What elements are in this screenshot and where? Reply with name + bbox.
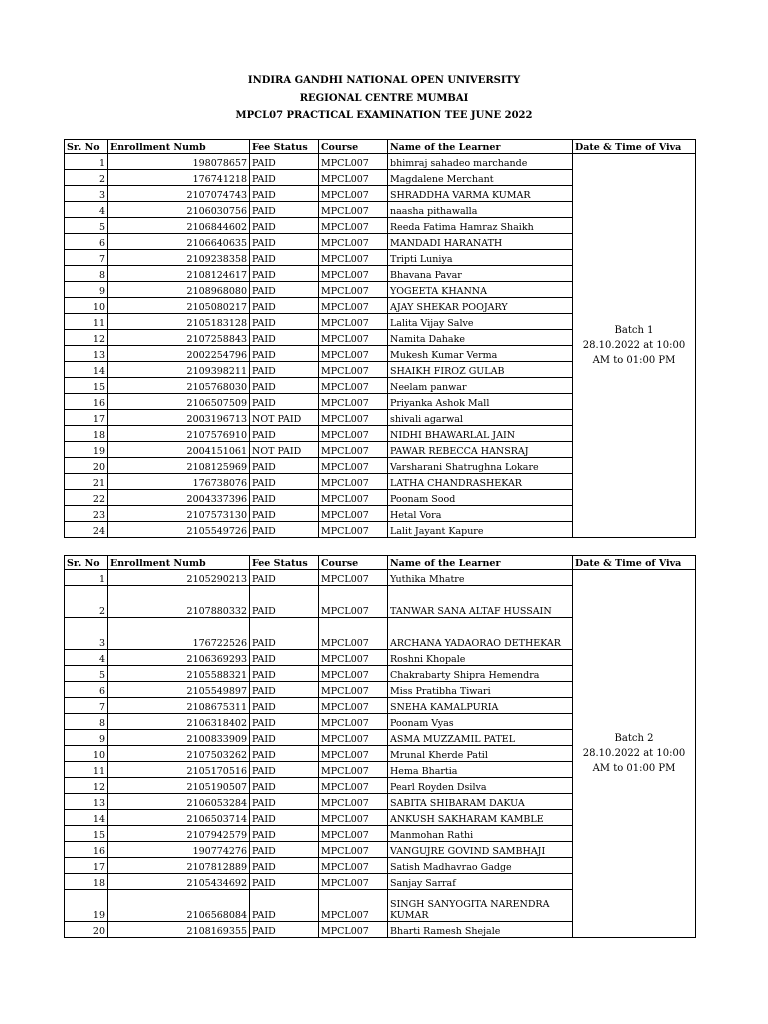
sr-no-cell: 7 bbox=[65, 250, 108, 266]
course-cell: MPCL007 bbox=[319, 506, 388, 522]
sr-no-cell: 16 bbox=[65, 842, 108, 858]
col-header-enrollment: Enrollment Numb bbox=[108, 556, 250, 570]
fee-status-cell: PAID bbox=[250, 202, 319, 218]
learner-name-cell: TANWAR SANA ALTAF HUSSAIN bbox=[388, 586, 573, 618]
enrollment-cell: 2105768030 bbox=[108, 378, 250, 394]
enrollment-cell: 176722526 bbox=[108, 618, 250, 650]
sr-no-cell: 22 bbox=[65, 490, 108, 506]
sr-no-cell: 10 bbox=[65, 746, 108, 762]
fee-status-cell: PAID bbox=[250, 346, 319, 362]
sr-no-cell: 18 bbox=[65, 426, 108, 442]
fee-status-cell: PAID bbox=[250, 714, 319, 730]
sr-no-cell: 1 bbox=[65, 154, 108, 170]
course-cell: MPCL007 bbox=[319, 922, 388, 938]
learner-name-cell: SINGH SANYOGITA NARENDRA KUMAR bbox=[388, 890, 573, 922]
viva-datetime-cell bbox=[573, 154, 696, 538]
sr-no-cell: 14 bbox=[65, 362, 108, 378]
fee-status-cell: PAID bbox=[250, 794, 319, 810]
enrollment-cell: 2107074743 bbox=[108, 186, 250, 202]
sr-no-cell: 8 bbox=[65, 714, 108, 730]
enrollment-cell: 2105434692 bbox=[108, 874, 250, 890]
enrollment-cell: 2108125969 bbox=[108, 458, 250, 474]
fee-status-cell: PAID bbox=[250, 266, 319, 282]
fee-status-cell: PAID bbox=[250, 330, 319, 346]
course-cell: MPCL007 bbox=[319, 858, 388, 874]
enrollment-cell: 2108675311 bbox=[108, 698, 250, 714]
course-cell: MPCL007 bbox=[319, 378, 388, 394]
sr-no-cell: 8 bbox=[65, 266, 108, 282]
fee-status-cell: PAID bbox=[250, 458, 319, 474]
course-cell: MPCL007 bbox=[319, 266, 388, 282]
fee-status-cell: PAID bbox=[250, 154, 319, 170]
learner-name-cell: Bhavana Pavar bbox=[388, 266, 573, 282]
learner-name-cell: ANKUSH SAKHARAM KAMBLE bbox=[388, 810, 573, 826]
enrollment-cell: 2105183128 bbox=[108, 314, 250, 330]
course-cell: MPCL007 bbox=[319, 618, 388, 650]
learner-name-cell: SABITA SHIBARAM DAKUA bbox=[388, 794, 573, 810]
fee-status-cell: PAID bbox=[250, 874, 319, 890]
enrollment-cell: 2106318402 bbox=[108, 714, 250, 730]
table-header-row bbox=[65, 556, 696, 570]
course-cell: MPCL007 bbox=[319, 154, 388, 170]
course-cell: MPCL007 bbox=[319, 730, 388, 746]
enrollment-cell: 2105549897 bbox=[108, 682, 250, 698]
sr-no-cell: 3 bbox=[65, 618, 108, 650]
sr-no-cell: 1 bbox=[65, 570, 108, 586]
learner-name-cell: Mukesh Kumar Verma bbox=[388, 346, 573, 362]
learner-name-cell: Mrunal Kherde Patil bbox=[388, 746, 573, 762]
sr-no-cell: 2 bbox=[65, 586, 108, 618]
sr-no-cell: 11 bbox=[65, 762, 108, 778]
sr-no-cell: 9 bbox=[65, 730, 108, 746]
enrollment-cell: 2107573130 bbox=[108, 506, 250, 522]
course-cell: MPCL007 bbox=[319, 890, 388, 922]
learner-name-cell: ASMA MUZZAMIL PATEL bbox=[388, 730, 573, 746]
enrollment-cell: 2105290213 bbox=[108, 570, 250, 586]
sr-no-cell: 19 bbox=[65, 442, 108, 458]
sr-no-cell: 19 bbox=[65, 890, 108, 922]
sr-no-cell: 17 bbox=[65, 858, 108, 874]
sr-no-cell: 11 bbox=[65, 314, 108, 330]
sr-no-cell: 4 bbox=[65, 202, 108, 218]
viva-datetime: 28.10.2022 at 10:00 AM to 01:00 PM bbox=[582, 748, 686, 774]
learner-name-cell: Manmohan Rathi bbox=[388, 826, 573, 842]
fee-status-cell: PAID bbox=[250, 890, 319, 922]
learner-name-cell: PAWAR REBECCA HANSRAJ bbox=[388, 442, 573, 458]
fee-status-cell: PAID bbox=[250, 746, 319, 762]
learner-name-cell: Lalit Jayant Kapure bbox=[388, 522, 573, 538]
course-cell: MPCL007 bbox=[319, 186, 388, 202]
batch1-table bbox=[64, 139, 696, 538]
sr-no-cell: 15 bbox=[65, 826, 108, 842]
fee-status-cell: PAID bbox=[250, 426, 319, 442]
course-cell: MPCL007 bbox=[319, 762, 388, 778]
course-cell: MPCL007 bbox=[319, 650, 388, 666]
sr-no-cell: 14 bbox=[65, 810, 108, 826]
fee-status-cell: PAID bbox=[250, 778, 319, 794]
course-cell: MPCL007 bbox=[319, 458, 388, 474]
sr-no-cell: 10 bbox=[65, 298, 108, 314]
learner-name-cell: Lalita Vijay Salve bbox=[388, 314, 573, 330]
sr-no-cell: 3 bbox=[65, 186, 108, 202]
enrollment-cell: 198078657 bbox=[108, 154, 250, 170]
course-cell: MPCL007 bbox=[319, 698, 388, 714]
col-header-srno: Sr. No bbox=[65, 140, 108, 154]
learner-name-cell: naasha pithawalla bbox=[388, 202, 573, 218]
enrollment-cell: 2107942579 bbox=[108, 826, 250, 842]
sr-no-cell: 2 bbox=[65, 170, 108, 186]
col-header-learner-name: Name of the Learner bbox=[388, 140, 573, 154]
course-cell: MPCL007 bbox=[319, 218, 388, 234]
enrollment-cell: 2108968080 bbox=[108, 282, 250, 298]
fee-status-cell: NOT PAID bbox=[250, 442, 319, 458]
sr-no-cell: 20 bbox=[65, 458, 108, 474]
course-cell: MPCL007 bbox=[319, 714, 388, 730]
fee-status-cell: PAID bbox=[250, 282, 319, 298]
learner-name-cell: VANGUJRE GOVIND SAMBHAJI bbox=[388, 842, 573, 858]
sr-no-cell: 17 bbox=[65, 410, 108, 426]
fee-status-cell: PAID bbox=[250, 298, 319, 314]
table-row bbox=[65, 570, 696, 586]
fee-status-cell: PAID bbox=[250, 730, 319, 746]
viva-datetime-cell bbox=[573, 570, 696, 938]
learner-name-cell: Roshni Khopale bbox=[388, 650, 573, 666]
enrollment-cell: 2106507509 bbox=[108, 394, 250, 410]
col-header-learner-name: Name of the Learner bbox=[388, 556, 573, 570]
col-header-viva-datetime: Date & Time of Viva bbox=[573, 556, 696, 570]
course-cell: MPCL007 bbox=[319, 362, 388, 378]
enrollment-cell: 2106030756 bbox=[108, 202, 250, 218]
sr-no-cell: 5 bbox=[65, 666, 108, 682]
batch-label: Batch 2 bbox=[614, 733, 654, 744]
course-cell: MPCL007 bbox=[319, 490, 388, 506]
enrollment-cell: 2107258843 bbox=[108, 330, 250, 346]
course-cell: MPCL007 bbox=[319, 746, 388, 762]
fee-status-cell: PAID bbox=[250, 586, 319, 618]
course-cell: MPCL007 bbox=[319, 826, 388, 842]
learner-name-cell: LATHA CHANDRASHEKAR bbox=[388, 474, 573, 490]
course-cell: MPCL007 bbox=[319, 682, 388, 698]
col-header-course: Course bbox=[319, 140, 388, 154]
fee-status-cell: PAID bbox=[250, 858, 319, 874]
course-cell: MPCL007 bbox=[319, 442, 388, 458]
course-cell: MPCL007 bbox=[319, 810, 388, 826]
course-cell: MPCL007 bbox=[319, 282, 388, 298]
learner-name-cell: YOGEETA KHANNA bbox=[388, 282, 573, 298]
fee-status-cell: PAID bbox=[250, 682, 319, 698]
learner-name-cell: Priyanka Ashok Mall bbox=[388, 394, 573, 410]
fee-status-cell: PAID bbox=[250, 762, 319, 778]
enrollment-cell: 2109238358 bbox=[108, 250, 250, 266]
batch2-table bbox=[64, 555, 696, 938]
fee-status-cell: PAID bbox=[250, 922, 319, 938]
fee-status-cell: PAID bbox=[250, 810, 319, 826]
viva-datetime: 28.10.2022 at 10:00 AM to 01:00 PM bbox=[582, 340, 686, 366]
learner-name-cell: Hema Bhartia bbox=[388, 762, 573, 778]
fee-status-cell: PAID bbox=[250, 650, 319, 666]
course-cell: MPCL007 bbox=[319, 394, 388, 410]
learner-name-cell: AJAY SHEKAR POOJARY bbox=[388, 298, 573, 314]
fee-status-cell: PAID bbox=[250, 170, 319, 186]
learner-name-cell: Poonam Vyas bbox=[388, 714, 573, 730]
batch-label: Batch 1 bbox=[614, 325, 654, 336]
fee-status-cell: PAID bbox=[250, 186, 319, 202]
enrollment-cell: 2105588321 bbox=[108, 666, 250, 682]
sr-no-cell: 13 bbox=[65, 346, 108, 362]
learner-name-cell: Sanjay Sarraf bbox=[388, 874, 573, 890]
fee-status-cell: PAID bbox=[250, 250, 319, 266]
fee-status-cell: PAID bbox=[250, 474, 319, 490]
enrollment-cell: 2109398211 bbox=[108, 362, 250, 378]
course-cell: MPCL007 bbox=[319, 586, 388, 618]
learner-name-cell: shivali agarwal bbox=[388, 410, 573, 426]
enrollment-cell: 2100833909 bbox=[108, 730, 250, 746]
fee-status-cell: PAID bbox=[250, 618, 319, 650]
sr-no-cell: 6 bbox=[65, 682, 108, 698]
fee-status-cell: NOT PAID bbox=[250, 410, 319, 426]
course-cell: MPCL007 bbox=[319, 666, 388, 682]
learner-name-cell: Pearl Royden Dsilva bbox=[388, 778, 573, 794]
col-header-enrollment: Enrollment Numb bbox=[108, 140, 250, 154]
enrollment-cell: 2105080217 bbox=[108, 298, 250, 314]
enrollment-cell: 2004151061 bbox=[108, 442, 250, 458]
course-cell: MPCL007 bbox=[319, 522, 388, 538]
sr-no-cell: 24 bbox=[65, 522, 108, 538]
enrollment-cell: 176741218 bbox=[108, 170, 250, 186]
enrollment-cell: 2106640635 bbox=[108, 234, 250, 250]
learner-name-cell: Varsharani Shatrughna Lokare bbox=[388, 458, 573, 474]
learner-name-cell: SHAIKH FIROZ GULAB bbox=[388, 362, 573, 378]
col-header-viva-datetime: Date & Time of Viva bbox=[573, 140, 696, 154]
fee-status-cell: PAID bbox=[250, 378, 319, 394]
course-cell: MPCL007 bbox=[319, 426, 388, 442]
enrollment-cell: 2107576910 bbox=[108, 426, 250, 442]
sr-no-cell: 9 bbox=[65, 282, 108, 298]
fee-status-cell: PAID bbox=[250, 826, 319, 842]
table-header-row bbox=[65, 140, 696, 154]
enrollment-cell: 2107812889 bbox=[108, 858, 250, 874]
enrollment-cell: 2106503714 bbox=[108, 810, 250, 826]
learner-name-cell: Poonam Sood bbox=[388, 490, 573, 506]
course-cell: MPCL007 bbox=[319, 874, 388, 890]
enrollment-cell: 2108169355 bbox=[108, 922, 250, 938]
enrollment-cell: 190774276 bbox=[108, 842, 250, 858]
course-cell: MPCL007 bbox=[319, 474, 388, 490]
sr-no-cell: 16 bbox=[65, 394, 108, 410]
learner-name-cell: SHRADDHA VARMA KUMAR bbox=[388, 186, 573, 202]
fee-status-cell: PAID bbox=[250, 234, 319, 250]
enrollment-cell: 2106053284 bbox=[108, 794, 250, 810]
enrollment-cell: 2106369293 bbox=[108, 650, 250, 666]
enrollment-cell: 2003196713 bbox=[108, 410, 250, 426]
learner-name-cell: SNEHA KAMALPURIA bbox=[388, 698, 573, 714]
course-cell: MPCL007 bbox=[319, 298, 388, 314]
exam-title: MPCL07 PRACTICAL EXAMINATION TEE JUNE 2022 bbox=[235, 110, 533, 121]
course-cell: MPCL007 bbox=[319, 842, 388, 858]
enrollment-cell: 2004337396 bbox=[108, 490, 250, 506]
sr-no-cell: 12 bbox=[65, 330, 108, 346]
course-cell: MPCL007 bbox=[319, 202, 388, 218]
document-header bbox=[0, 72, 768, 125]
learner-name-cell: Neelam panwar bbox=[388, 378, 573, 394]
sr-no-cell: 5 bbox=[65, 218, 108, 234]
course-cell: MPCL007 bbox=[319, 570, 388, 586]
learner-name-cell: Reeda Fatima Hamraz Shaikh bbox=[388, 218, 573, 234]
table-row bbox=[65, 154, 696, 170]
course-cell: MPCL007 bbox=[319, 778, 388, 794]
learner-name-cell: bhimraj sahadeo marchande bbox=[388, 154, 573, 170]
fee-status-cell: PAID bbox=[250, 698, 319, 714]
sr-no-cell: 18 bbox=[65, 874, 108, 890]
fee-status-cell: PAID bbox=[250, 394, 319, 410]
fee-status-cell: PAID bbox=[250, 522, 319, 538]
course-cell: MPCL007 bbox=[319, 410, 388, 426]
enrollment-cell: 2002254796 bbox=[108, 346, 250, 362]
enrollment-cell: 2105549726 bbox=[108, 522, 250, 538]
course-cell: MPCL007 bbox=[319, 794, 388, 810]
col-header-course: Course bbox=[319, 556, 388, 570]
learner-name-cell: Namita Dahake bbox=[388, 330, 573, 346]
regional-centre-title: REGIONAL CENTRE MUMBAI bbox=[299, 92, 469, 104]
learner-name-cell: Satish Madhavrao Gadge bbox=[388, 858, 573, 874]
course-cell: MPCL007 bbox=[319, 234, 388, 250]
enrollment-cell: 2106844602 bbox=[108, 218, 250, 234]
enrollment-cell: 2105170516 bbox=[108, 762, 250, 778]
learner-name-cell: Bharti Ramesh Shejale bbox=[388, 922, 573, 938]
sr-no-cell: 21 bbox=[65, 474, 108, 490]
fee-status-cell: PAID bbox=[250, 666, 319, 682]
fee-status-cell: PAID bbox=[250, 362, 319, 378]
sr-no-cell: 23 bbox=[65, 506, 108, 522]
fee-status-cell: PAID bbox=[250, 490, 319, 506]
col-header-fee-status: Fee Status bbox=[250, 140, 319, 154]
sr-no-cell: 15 bbox=[65, 378, 108, 394]
fee-status-cell: PAID bbox=[250, 218, 319, 234]
sr-no-cell: 4 bbox=[65, 650, 108, 666]
enrollment-cell: 2107503262 bbox=[108, 746, 250, 762]
course-cell: MPCL007 bbox=[319, 314, 388, 330]
enrollment-cell: 176738076 bbox=[108, 474, 250, 490]
fee-status-cell: PAID bbox=[250, 842, 319, 858]
enrollment-cell: 2106568084 bbox=[108, 890, 250, 922]
university-title: INDIRA GANDHI NATIONAL OPEN UNIVERSITY bbox=[247, 75, 521, 86]
learner-name-cell: Hetal Vora bbox=[388, 506, 573, 522]
col-header-fee-status: Fee Status bbox=[250, 556, 319, 570]
sr-no-cell: 6 bbox=[65, 234, 108, 250]
learner-name-cell: Tripti Luniya bbox=[388, 250, 573, 266]
course-cell: MPCL007 bbox=[319, 330, 388, 346]
sr-no-cell: 7 bbox=[65, 698, 108, 714]
fee-status-cell: PAID bbox=[250, 506, 319, 522]
fee-status-cell: PAID bbox=[250, 314, 319, 330]
col-header-srno: Sr. No bbox=[65, 556, 108, 570]
learner-name-cell: Yuthika Mhatre bbox=[388, 570, 573, 586]
sr-no-cell: 12 bbox=[65, 778, 108, 794]
enrollment-cell: 2107880332 bbox=[108, 586, 250, 618]
course-cell: MPCL007 bbox=[319, 170, 388, 186]
enrollment-cell: 2108124617 bbox=[108, 266, 250, 282]
course-cell: MPCL007 bbox=[319, 346, 388, 362]
sr-no-cell: 13 bbox=[65, 794, 108, 810]
enrollment-cell: 2105190507 bbox=[108, 778, 250, 794]
learner-name-cell: Magdalene Merchant bbox=[388, 170, 573, 186]
learner-name-cell: Miss Pratibha Tiwari bbox=[388, 682, 573, 698]
learner-name-cell: ARCHANA YADAORAO DETHEKAR bbox=[388, 618, 573, 650]
learner-name-cell: MANDADI HARANATH bbox=[388, 234, 573, 250]
sr-no-cell: 20 bbox=[65, 922, 108, 938]
learner-name-cell: NIDHI BHAWARLAL JAIN bbox=[388, 426, 573, 442]
course-cell: MPCL007 bbox=[319, 250, 388, 266]
fee-status-cell: PAID bbox=[250, 570, 319, 586]
learner-name-cell: Chakrabarty Shipra Hemendra bbox=[388, 666, 573, 682]
